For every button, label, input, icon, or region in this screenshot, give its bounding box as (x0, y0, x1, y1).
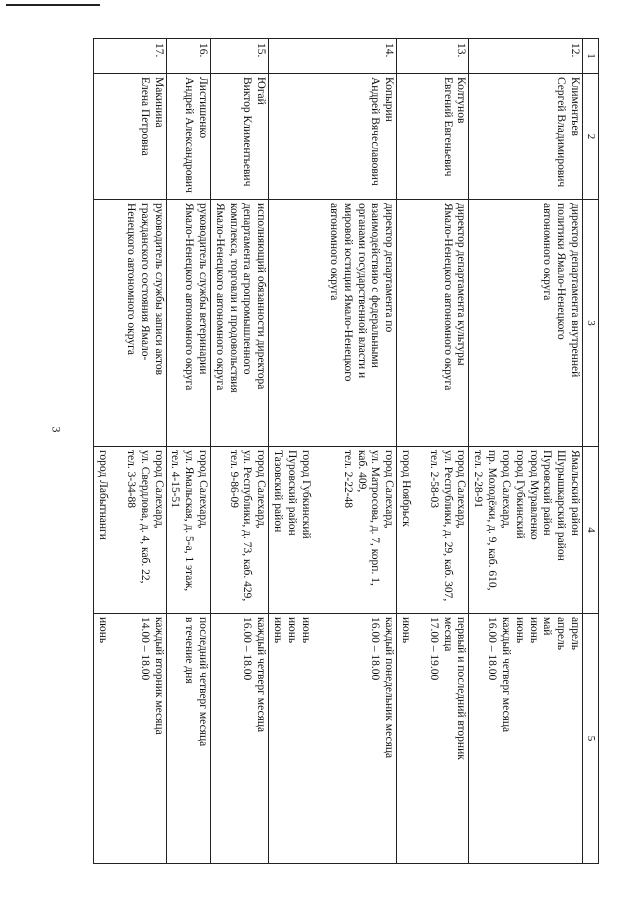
position-title-cell (211, 200, 269, 447)
person-name-cell (469, 74, 583, 200)
reception-place-line (326, 450, 340, 610)
reception-schedule-line: май (541, 617, 554, 636)
position-title-line: Ямало-Ненецкого автономного округа (213, 203, 226, 391)
column-header: 5 (583, 614, 599, 864)
reception-schedule-line: каждый понедельник месяца (383, 617, 396, 759)
row-number-cell: 16. (166, 39, 210, 74)
table-row (94, 39, 166, 864)
reception-schedule-line (123, 617, 137, 860)
reception-schedule-line: в течение дня (183, 617, 196, 684)
reception-schedule-line: первый и последний вторник (455, 617, 468, 760)
reception-schedule-line (470, 617, 484, 860)
table-body (94, 39, 583, 864)
reception-place-line: тел. 2-58-03 (427, 450, 440, 509)
position-title-line: директор департамента внутренней (569, 203, 581, 378)
reception-schedule-cell (211, 614, 269, 864)
position-title-cell (469, 200, 583, 447)
reception-place-line: тел. 9-86-09 (227, 450, 240, 509)
reception-place-line: тел. 2-22-48 (341, 450, 354, 509)
person-name-line: Макинина (152, 77, 165, 128)
position-title-line: мировой юстиции Ямало-Ненецкого (341, 203, 354, 382)
reception-schedule-line: июнь (285, 617, 298, 644)
reception-schedule-cell (469, 614, 583, 864)
reception-schedule-line: июнь (299, 617, 312, 644)
reception-place-line: ул. Свердлова, д. 4, каб. 22, (138, 450, 151, 584)
person-name-line: Сергей Владимирович (555, 77, 568, 188)
person-name-cell (397, 74, 469, 200)
reception-schedule-line: каждый вторник месяца (152, 617, 165, 735)
person-name-line: Климентьев (569, 77, 581, 136)
reception-schedule-line: июнь (513, 617, 526, 644)
position-title-line: гражданского состояния Ямало- (138, 203, 151, 361)
reception-place-line: город Губкинский (300, 450, 313, 539)
position-title-line: комплекса, торговли и продовольствия (227, 203, 240, 393)
reception-place-cell (469, 447, 583, 614)
reception-schedule-line: 17.00 – 19.00 (427, 617, 440, 681)
rotated-table-wrapper (79, 38, 599, 863)
position-title-line: органами государственной власти и (355, 203, 368, 379)
table-row (211, 39, 269, 864)
page-number: 3 (49, 426, 64, 433)
reception-schedule-line (340, 617, 354, 860)
reception-schedule-line (412, 617, 426, 860)
reception-place-line: Шурышкарский район (555, 450, 568, 561)
position-title-cell (166, 200, 210, 447)
reception-place-line: город Ноябрьск (400, 450, 413, 527)
reception-schedule-line: 14.00 – 18.00 (138, 617, 151, 681)
person-name-line: Югай (255, 77, 268, 105)
reception-place-line: каб. 409, (355, 450, 368, 493)
table-row (469, 39, 583, 864)
reception-place-cell (211, 447, 269, 614)
position-title-line: руководитель службы ветеринарии (197, 203, 210, 375)
reception-place-line: ул. Ямальская, д. 5-а, 1 этаж, (183, 450, 196, 592)
reception-place-cell (397, 447, 469, 614)
reception-schedule-line: месяца (441, 617, 454, 652)
reception-schedule-line: 16.00 – 18.00 (486, 617, 499, 681)
person-name-line: Андрей Александрович (183, 77, 196, 193)
top-rule (6, 4, 100, 6)
person-name-line: Листишенко (197, 77, 210, 139)
row-number-cell: 14. (269, 39, 397, 74)
reception-place-cell (94, 447, 166, 614)
reception-schedule-line: июнь (400, 617, 413, 644)
reception-place-line: город Салехард, (455, 450, 468, 529)
reception-place-line: тел. 2-28-91 (472, 450, 485, 509)
reception-place-line: город Лабытнанги (97, 450, 110, 540)
reception-schedule-line: июнь (527, 617, 540, 644)
position-title-cell (269, 200, 397, 447)
person-name-cell (166, 74, 210, 200)
reception-place-line: город Салехард, (500, 450, 513, 529)
reception-schedule-line: 16.00 – 18.00 (241, 617, 254, 681)
person-name-line: Евгений Евгеньевич (441, 77, 454, 177)
person-name-line: Елена Петровна (138, 77, 151, 156)
reception-place-line: ул. Республики, д. 29, каб. 307, (441, 450, 454, 602)
reception-place-line: тел. 3-34-88 (125, 450, 138, 509)
reception-place-line: город Салехард, (383, 450, 396, 529)
reception-schedule-cell (166, 614, 210, 864)
reception-schedule-line (109, 617, 123, 860)
position-title-line: руководитель службы записи актов (152, 203, 165, 376)
column-header: 2 (583, 74, 599, 200)
reception-schedule-line: каждый четверг месяца (255, 617, 268, 733)
reception-place-line: город Салехард, (152, 450, 165, 529)
schedule-table (93, 38, 599, 864)
reception-place-line (109, 450, 123, 610)
table-row (269, 39, 397, 864)
reception-place-line: город Губкинский (513, 450, 526, 539)
reception-place-line: город Муравленко (527, 450, 540, 540)
position-title-line: Ямало-Ненецкого автономного округа (183, 203, 196, 391)
person-name-cell (269, 74, 397, 200)
position-title-line: взаимодействию с федеральными (369, 203, 382, 368)
reception-place-cell (166, 447, 210, 614)
position-title-line: Ненецкого автономного округа (125, 203, 138, 355)
reception-schedule-line: 16.00 – 18.00 (369, 617, 382, 681)
position-title-line: Ямало-Ненецкого автономного округа (441, 203, 454, 391)
position-title-line: автономного округа (541, 203, 554, 301)
reception-place-line: ул. Республики, д. 73, каб. 429, (241, 450, 254, 602)
reception-place-line: город Салехард, (255, 450, 268, 529)
reception-place-line: город Салехард, (197, 450, 210, 529)
reception-schedule-line: каждый четверг месяца (500, 617, 513, 733)
reception-schedule-line (312, 617, 326, 860)
column-header: 4 (583, 447, 599, 614)
person-name-line: Виктор Климентьевич (241, 77, 254, 187)
person-name-cell (211, 74, 269, 200)
reception-schedule-line: июнь (97, 617, 110, 644)
reception-schedule-line: апрель (569, 617, 581, 650)
reception-schedule-line (326, 617, 340, 860)
row-number-cell: 15. (211, 39, 269, 74)
reception-schedule-cell (269, 614, 397, 864)
reception-schedule-cell (397, 614, 469, 864)
column-header: 1 (583, 39, 599, 74)
person-name-line: Копырин (383, 77, 396, 122)
table-row (166, 39, 210, 864)
reception-place-line: пр. Молодёжи, д. 9, каб. 610, (486, 450, 499, 591)
position-title-cell (397, 200, 469, 447)
reception-schedule-line (354, 617, 368, 860)
table-row (397, 39, 469, 864)
reception-place-line (412, 450, 426, 610)
reception-schedule-line: апрель (555, 617, 568, 650)
position-title-line: политики Ямало-Ненецкого (555, 203, 568, 340)
row-number-cell: 17. (94, 39, 166, 74)
position-title-line: директор департамента культуры (455, 203, 468, 366)
reception-place-line: Пуровский район (541, 450, 554, 536)
reception-place-line: Тазовский район (272, 450, 285, 533)
row-number-cell: 13. (397, 39, 469, 74)
position-title-line: автономного округа (328, 203, 341, 301)
reception-schedule-line: июнь (272, 617, 285, 644)
position-title-line: департамента агропромышленного (241, 203, 254, 375)
position-title-cell (94, 200, 166, 447)
reception-place-cell (269, 447, 397, 614)
reception-schedule-cell (94, 614, 166, 864)
position-title-line: директор департамента по (383, 203, 396, 333)
reception-schedule-line: последний четверг месяца (197, 617, 210, 747)
reception-place-line: Пуровский район (286, 450, 299, 536)
header-row (583, 39, 599, 864)
position-title-line: исполняющий обязанности директора (255, 203, 268, 390)
column-header: 3 (583, 200, 599, 447)
reception-place-line: тел. 4-15-51 (169, 450, 182, 509)
reception-place-line: Ямальский район (569, 450, 581, 536)
reception-place-line: ул. Матросова, д. 7, корп. 1, (369, 450, 382, 586)
reception-place-line (312, 450, 326, 610)
person-name-line: Андрей Вячеславович (369, 77, 382, 186)
person-name-cell (94, 74, 166, 200)
row-number-cell: 12. (469, 39, 583, 74)
person-name-line: Колтунов (455, 77, 468, 124)
